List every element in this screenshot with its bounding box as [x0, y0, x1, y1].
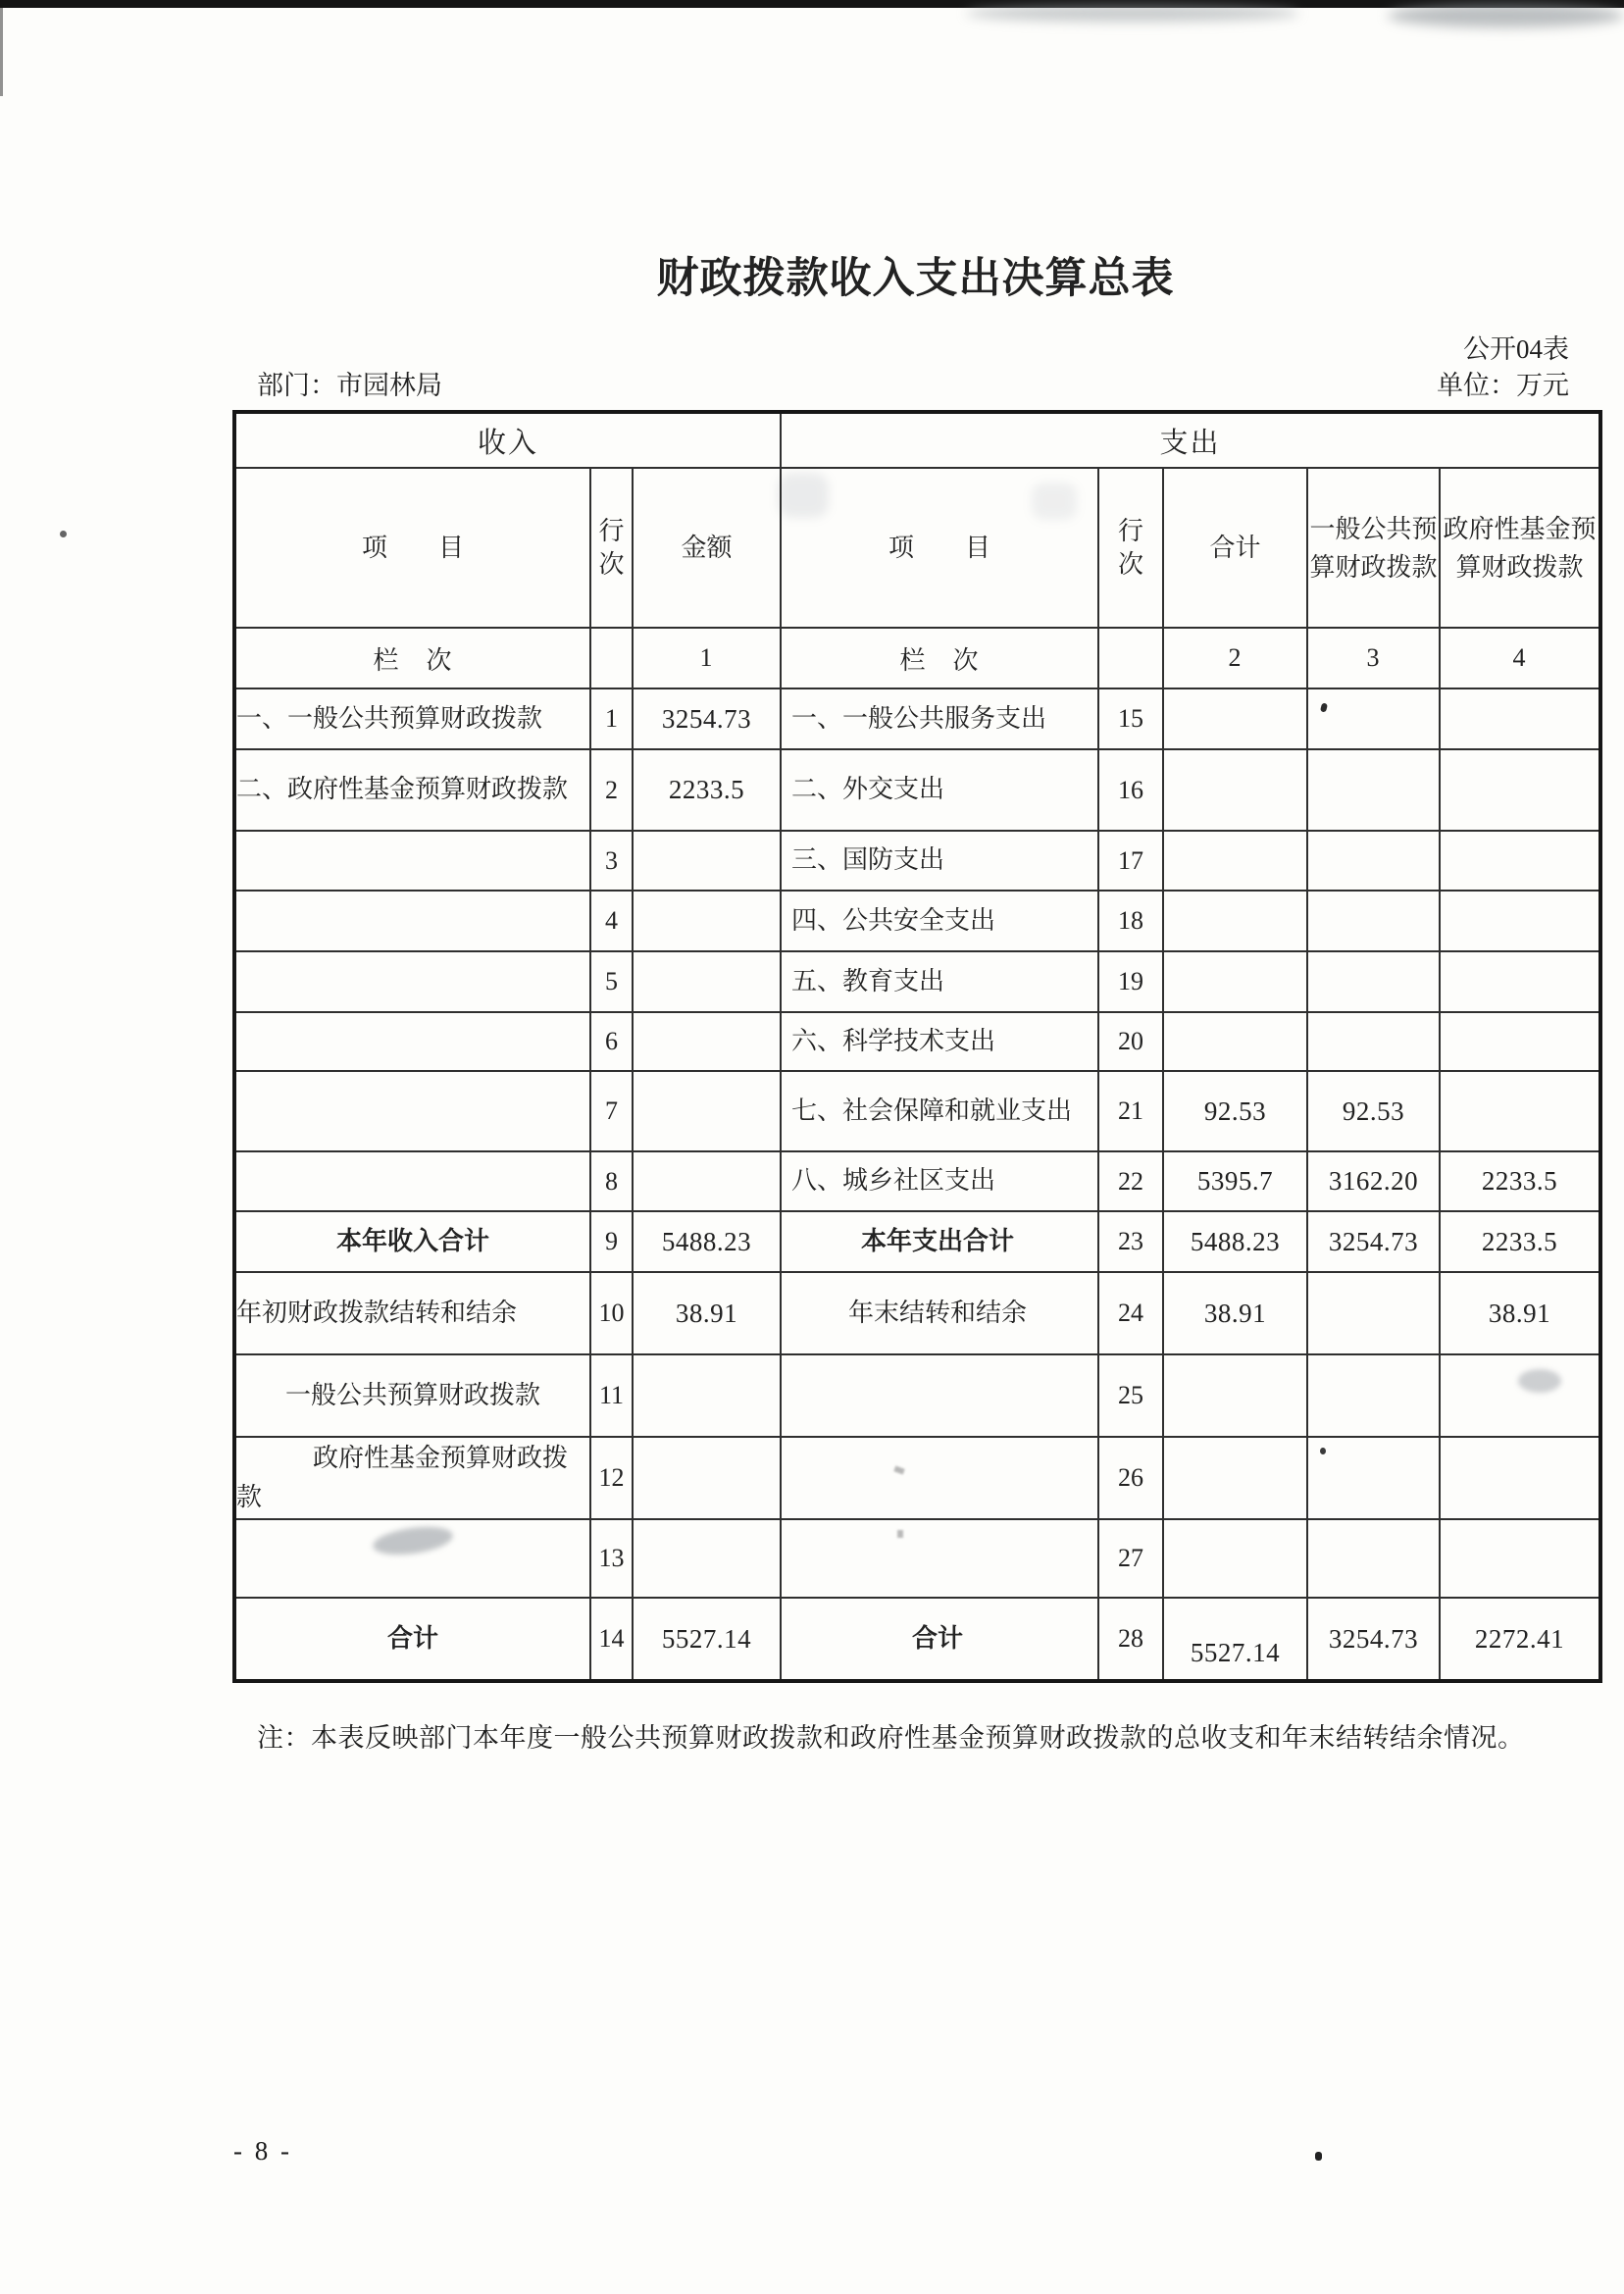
income-line-number-cell: 5 [590, 951, 633, 1012]
income-amount-column-header: 金额 [633, 468, 781, 628]
expense-gov-fund-cell: 2233.5 [1440, 1151, 1600, 1211]
income-item-cell: 本年收入合计 [234, 1211, 590, 1272]
table-row [234, 951, 1600, 1012]
expense-line-number-cell: 20 [1098, 1012, 1163, 1071]
column-index-row [234, 628, 1600, 688]
expense-fund-index: 4 [1440, 628, 1600, 688]
table-row [234, 1437, 1600, 1519]
expense-item-cell: 年末结转和结余 [781, 1272, 1098, 1354]
expense-general-budget-column-header: 一般公共预算财政拨款 [1307, 468, 1440, 628]
expense-general-budget-cell: 3254.73 [1307, 1211, 1440, 1272]
column-header-row [234, 468, 1600, 628]
expense-line-number-cell: 26 [1098, 1437, 1163, 1519]
income-item-column-header: 项 目 [234, 468, 590, 628]
expense-general-budget-cell [1307, 1437, 1440, 1519]
scan-edge-shadow [966, 5, 1299, 22]
income-line-number-cell: 12 [590, 1437, 633, 1519]
expense-item-cell: 八、城乡社区支出 [781, 1151, 1098, 1211]
expense-total-cell: 92.53 [1163, 1071, 1307, 1151]
expense-general-budget-cell [1307, 749, 1440, 831]
income-item-cell: 合计 [234, 1598, 590, 1681]
income-item-cell: 年初财政拨款结转和结余 [234, 1272, 590, 1354]
income-item-cell [234, 1151, 590, 1211]
expense-index-label: 栏 次 [781, 628, 1098, 688]
scan-edge-shadow [1388, 4, 1624, 27]
income-amount-cell: 5527.14 [633, 1598, 781, 1681]
expense-rownum-column-header: 行次 [1098, 468, 1163, 628]
expense-item-cell: 三、国防支出 [781, 831, 1098, 891]
expense-section-header: 支出 [781, 412, 1600, 468]
expense-item-cell: 六、科学技术支出 [781, 1012, 1098, 1071]
scan-speck [60, 531, 67, 537]
income-rownum-column-header: 行次 [590, 468, 633, 628]
expense-total-cell [1163, 891, 1307, 951]
expense-general-budget-cell [1307, 1354, 1440, 1437]
income-amount-index: 1 [633, 628, 781, 688]
income-amount-cell: 2233.5 [633, 749, 781, 831]
income-item-cell [234, 1071, 590, 1151]
expense-gov-fund-cell [1440, 749, 1600, 831]
expense-general-index: 3 [1307, 628, 1440, 688]
income-line-number-cell: 7 [590, 1071, 633, 1151]
expense-gov-fund-cell [1440, 1071, 1600, 1151]
income-amount-cell [633, 951, 781, 1012]
table-row [234, 1519, 1600, 1598]
expense-total-cell: 5527.14 [1163, 1598, 1307, 1681]
expense-item-cell: 合计 [781, 1598, 1098, 1681]
expense-line-number-cell: 27 [1098, 1519, 1163, 1598]
page-title: 财政拨款收入支出决算总表 [656, 256, 1175, 302]
table-row [234, 1012, 1600, 1071]
expense-line-number-cell: 15 [1098, 688, 1163, 749]
income-amount-cell [633, 831, 781, 891]
income-amount-cell [633, 1354, 781, 1437]
income-item-cell: 一、一般公共预算财政拨款 [234, 688, 590, 749]
expense-total-cell [1163, 1012, 1307, 1071]
income-amount-cell [633, 1437, 781, 1519]
income-item-cell [234, 831, 590, 891]
expense-item-cell: 二、外交支出 [781, 749, 1098, 831]
expense-line-number-cell: 21 [1098, 1071, 1163, 1151]
expense-rownum-index [1098, 628, 1163, 688]
expense-total-cell [1163, 749, 1307, 831]
table-row [234, 1151, 1600, 1211]
table-row [234, 1071, 1600, 1151]
section-header-row [234, 412, 1600, 468]
income-line-number-cell: 3 [590, 831, 633, 891]
expense-gov-fund-cell [1440, 891, 1600, 951]
income-line-number-cell: 2 [590, 749, 633, 831]
expense-general-budget-cell [1307, 831, 1440, 891]
expense-line-number-cell: 28 [1098, 1598, 1163, 1681]
expense-general-budget-cell: 92.53 [1307, 1071, 1440, 1151]
expense-item-column-header: 项 目 [781, 468, 1098, 628]
expense-total-cell [1163, 1354, 1307, 1437]
department-label: 部门：市园林局 [257, 371, 442, 400]
expense-general-budget-cell [1307, 1012, 1440, 1071]
expense-total-cell: 38.91 [1163, 1272, 1307, 1354]
expense-total-cell: 5488.23 [1163, 1211, 1307, 1272]
expense-total-index: 2 [1163, 628, 1307, 688]
expense-total-cell [1163, 831, 1307, 891]
income-amount-cell [633, 1519, 781, 1598]
income-line-number-cell: 14 [590, 1598, 633, 1681]
scan-edge-strip [0, 0, 1624, 8]
expense-gov-fund-cell [1440, 951, 1600, 1012]
income-line-number-cell: 9 [590, 1211, 633, 1272]
expense-total-cell: 5395.7 [1163, 1151, 1307, 1211]
income-amount-cell [633, 1071, 781, 1151]
table-row [234, 1598, 1600, 1681]
expense-line-number-cell: 16 [1098, 749, 1163, 831]
expense-general-budget-cell [1307, 1519, 1440, 1598]
scan-edge-sliver [0, 8, 3, 96]
expense-line-number-cell: 17 [1098, 831, 1163, 891]
table-row [234, 1354, 1600, 1437]
expense-general-budget-cell [1307, 1272, 1440, 1354]
income-line-number-cell: 8 [590, 1151, 633, 1211]
table-note: 注：本表反映部门本年度一般公共预算财政拨款和政府性基金预算财政拨款的总收支和年末结转结余情况。 [257, 1723, 1525, 1753]
expense-gov-fund-cell [1440, 1354, 1600, 1437]
expense-gov-fund-column-header: 政府性基金预算财政拨款 [1440, 468, 1600, 628]
expense-gov-fund-cell: 2272.41 [1440, 1598, 1600, 1681]
expense-item-cell: 五、教育支出 [781, 951, 1098, 1012]
income-item-cell [234, 1012, 590, 1071]
expense-line-number-cell: 24 [1098, 1272, 1163, 1354]
income-amount-cell [633, 1012, 781, 1071]
table-row [234, 891, 1600, 951]
expense-gov-fund-cell [1440, 1519, 1600, 1598]
expense-line-number-cell: 18 [1098, 891, 1163, 951]
income-line-number-cell: 1 [590, 688, 633, 749]
income-line-number-cell: 11 [590, 1354, 633, 1437]
expense-general-budget-cell [1307, 891, 1440, 951]
page-number: - 8 - [233, 2136, 292, 2166]
expense-line-number-cell: 23 [1098, 1211, 1163, 1272]
income-amount-cell: 38.91 [633, 1272, 781, 1354]
scan-speck [1315, 2152, 1322, 2161]
table-row [234, 688, 1600, 749]
expense-gov-fund-cell [1440, 831, 1600, 891]
table-code-line [232, 328, 1599, 366]
table-row [234, 831, 1600, 891]
table-row [234, 1211, 1600, 1272]
unit-label: 单位：万元 [1437, 371, 1569, 400]
income-line-number-cell: 10 [590, 1272, 633, 1354]
expense-line-number-cell: 25 [1098, 1354, 1163, 1437]
income-section-header: 收入 [234, 412, 781, 468]
income-item-cell: 政府性基金预算财政拨款 [234, 1437, 590, 1519]
expense-gov-fund-cell [1440, 1437, 1600, 1519]
expense-item-cell: 本年支出合计 [781, 1211, 1098, 1272]
income-item-cell: 一般公共预算财政拨款 [234, 1354, 590, 1437]
expense-item-cell: 七、社会保障和就业支出 [781, 1071, 1098, 1151]
expense-total-cell [1163, 1437, 1307, 1519]
expense-item-cell [781, 1437, 1098, 1519]
income-line-number-cell: 13 [590, 1519, 633, 1598]
expense-general-budget-cell: 3162.20 [1307, 1151, 1440, 1211]
income-amount-cell [633, 1151, 781, 1211]
expense-general-budget-cell [1307, 951, 1440, 1012]
income-amount-cell [633, 891, 781, 951]
expense-item-cell [781, 1354, 1098, 1437]
expense-total-column-header: 合计 [1163, 468, 1307, 628]
income-rownum-index [590, 628, 633, 688]
expense-gov-fund-cell: 2233.5 [1440, 1211, 1600, 1272]
expense-gov-fund-cell [1440, 688, 1600, 749]
income-item-cell [234, 951, 590, 1012]
expense-total-cell [1163, 1519, 1307, 1598]
table-row [234, 1272, 1600, 1354]
expense-item-cell: 一、一般公共服务支出 [781, 688, 1098, 749]
income-item-cell [234, 891, 590, 951]
income-amount-cell: 3254.73 [633, 688, 781, 749]
expense-gov-fund-cell [1440, 1012, 1600, 1071]
income-index-label: 栏 次 [234, 628, 590, 688]
table-code: 公开04表 [1463, 334, 1569, 364]
income-line-number-cell: 4 [590, 891, 633, 951]
income-item-cell: 二、政府性基金预算财政拨款 [234, 749, 590, 831]
fiscal-summary-table [232, 410, 1602, 1683]
expense-item-cell [781, 1519, 1098, 1598]
income-item-cell [234, 1519, 590, 1598]
expense-line-number-cell: 19 [1098, 951, 1163, 1012]
income-amount-cell: 5488.23 [633, 1211, 781, 1272]
expense-line-number-cell: 22 [1098, 1151, 1163, 1211]
table-row [234, 749, 1600, 831]
expense-total-cell [1163, 688, 1307, 749]
expense-general-budget-cell: 3254.73 [1307, 1598, 1440, 1681]
expense-item-cell: 四、公共安全支出 [781, 891, 1098, 951]
expense-gov-fund-cell: 38.91 [1440, 1272, 1600, 1354]
expense-total-cell [1163, 951, 1307, 1012]
expense-general-budget-cell [1307, 688, 1440, 749]
income-line-number-cell: 6 [590, 1012, 633, 1071]
